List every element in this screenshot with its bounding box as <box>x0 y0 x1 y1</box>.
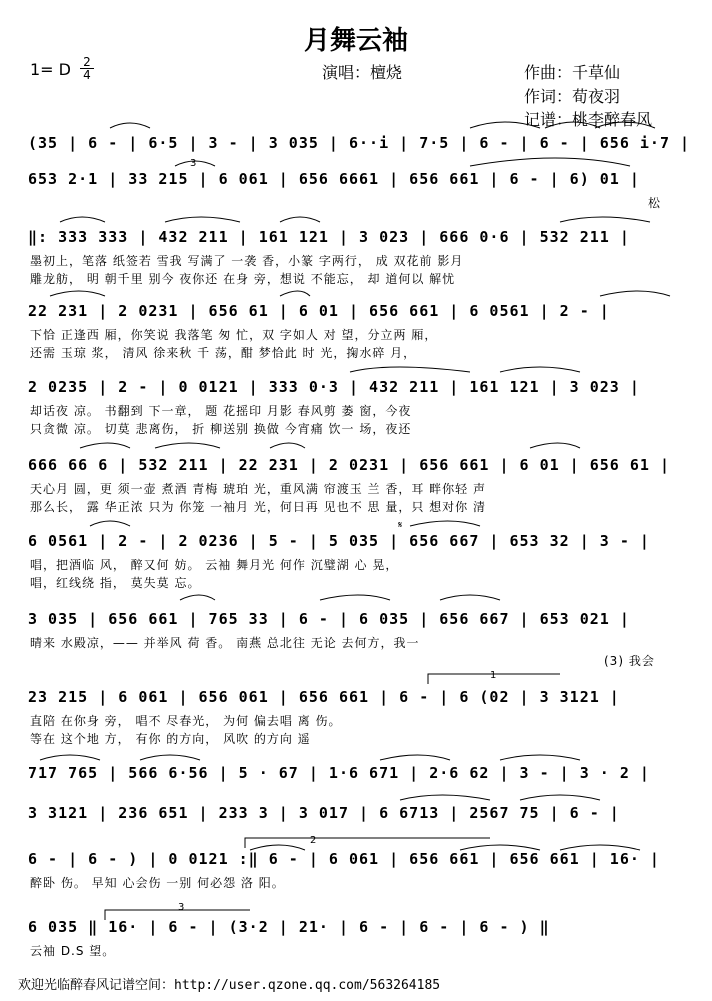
score-row-lyrics: 醉卧 伤。 早知 心会伤 一别 何必怨 洛 阳。 <box>30 876 285 890</box>
svg-text:3: 3 <box>190 158 197 169</box>
score-row-lyrics: 天心月 圆，更 须一壶 煮酒 青梅 琥珀 光，重风满 帘渡玉 兰 香，耳 畔你轻 声 <box>30 482 486 496</box>
score-row-lyrics: 那么长， 露 华正浓 只为 你笼 一袖月 光，何日再 见也不 思 量，只 想对你 清 <box>30 500 486 514</box>
score-row-lyrics: 直陪 在你身 旁， 唱不 尽春光， 为何 偏去唱 离 伤。 <box>30 714 342 728</box>
singer: 演唱：檀烧 <box>322 63 403 82</box>
score-row-lyrics: 唱，把酒临 风， 醉又何 妨。 云袖 舞月光 何作 沉璧湖 心 晃， <box>30 558 399 572</box>
lyricist: 作词：荀夜羽 <box>524 87 621 106</box>
score-row-notes: 3 035 | 656 661 | 765 33 | 6 - | 6 035 | 656 667 | 653 021 | <box>28 610 630 628</box>
score-row-lyrics: 唱，红线绕 指， 莫失莫 忘。 <box>30 576 201 590</box>
score-row-notes: ‖: 333 333 | 432 211 | 161 121 | 3 023 | 666 0·6 | 532 211 | <box>28 228 630 246</box>
score-row-lyrics: 还需 玉琼 浆， 清风 徐来秋 千 荡，酣 梦恰此 时 光，掬水碎 月， <box>30 346 417 360</box>
score-row-notes: 6 035 ‖ 16· | 6 - | (3·2 | 21· | 6 - | 6 - | 6 - ) ‖ <box>28 918 550 936</box>
score-row-lyrics: 云袖 D.S 望。 <box>30 944 116 958</box>
score-row-notes: 23 215 | 6 061 | 656 061 | 656 661 | 6 - | 6 (02 | 3 3121 | <box>28 688 620 706</box>
footer-credit: 欢迎光临醉春风记谱空间：http://user.qzone.qq.com/563264185 <box>18 978 441 993</box>
transcriber: 记谱：桃李醉春风 <box>524 110 653 129</box>
score-row-lyrics: 墨初上，笔落 纸签若 雪我 写满了 一袭 香，小篆 字两行， 成 双花前 影月 <box>30 254 464 268</box>
composer: 作曲：千草仙 <box>524 63 621 82</box>
score-row-notes: 6 - | 6 - ) | 0 0121 :‖ 6 - | 6 061 | 656 661 | 656 661 | 16· | <box>28 850 660 868</box>
score-row-lyrics: 晴来 水殿凉，—— 并举风 荷 香。 南燕 总北往 无论 去何方，我一 <box>30 636 420 650</box>
score-row-notes: 3 3121 | 236 651 | 233 3 | 3 017 | 6 6713 | 2567 75 | 6 - | <box>28 804 620 822</box>
score-row-notes: 717 765 | 566 6·56 | 5 · 67 | 1·6 671 | 2·6 62 | 3 - | 3 · 2 | <box>28 764 650 782</box>
score-row-lyrics: 只贪微 凉。 切莫 悲离伤， 折 柳送别 换做 今宵痛 饮一 场，夜还 <box>30 422 412 436</box>
key-signature: 1= D <box>30 60 71 79</box>
svg-text:𝄋: 𝄋 <box>398 520 403 531</box>
score-row-notes: 6 0561 | 2 - | 2 0236 | 5 - | 5 035 | 656 667 | 653 32 | 3 - | <box>28 532 650 550</box>
svg-text:2: 2 <box>310 835 317 846</box>
time-signature-bottom: 4 <box>83 68 91 82</box>
svg-text:1: 1 <box>490 670 497 681</box>
score-row-lyrics: 雕龙舫， 明 朝千里 别今 夜你还 在身 旁，想说 不能忘， 却 道何以 解忧 <box>30 272 456 286</box>
score-row-notes: 653 2·1 | 33 215 | 6 061 | 656 6661 | 656 661 | 6 - | 6) 01 | <box>28 170 640 188</box>
score-row-notes: 2 0235 | 2 - | 0 0121 | 333 0·3 | 432 211 | 161 121 | 3 023 | <box>28 378 640 396</box>
score-row-lyrics: 下恰 正逢西 厢，你笑说 我落笔 匆 忙，双 字如人 对 望，分立两 厢， <box>30 328 438 342</box>
score-row-notes: (35 | 6 - | 6·5 | 3 - | 3 035 | 6··i | 7·5 | 6 - | 6 - | 656 i·7 | <box>28 134 691 152</box>
score-row-lyrics: 等在 这个地 方， 有你 的方向， 风吹 的方向 遥 <box>30 732 311 746</box>
score-row-lyrics: 松 <box>648 196 662 210</box>
song-title: 月舞云袖 <box>303 26 408 56</box>
svg-text:3: 3 <box>178 902 185 913</box>
score-row-notes: 22 231 | 2 0231 | 656 61 | 6 01 | 656 661 | 6 0561 | 2 - | <box>28 302 610 320</box>
score-row-lyrics: 却话夜 凉。 书翻到 下一章， 题 花摇印 月影 春风剪 萎 窗，今夜 <box>30 404 412 418</box>
score-row-side-note: (3) 我会 <box>604 654 655 668</box>
score-row-notes: 666 66 6 | 532 211 | 22 231 | 2 0231 | 656 661 | 6 01 | 656 61 | <box>28 456 670 474</box>
time-signature-top: 2 <box>83 55 91 69</box>
